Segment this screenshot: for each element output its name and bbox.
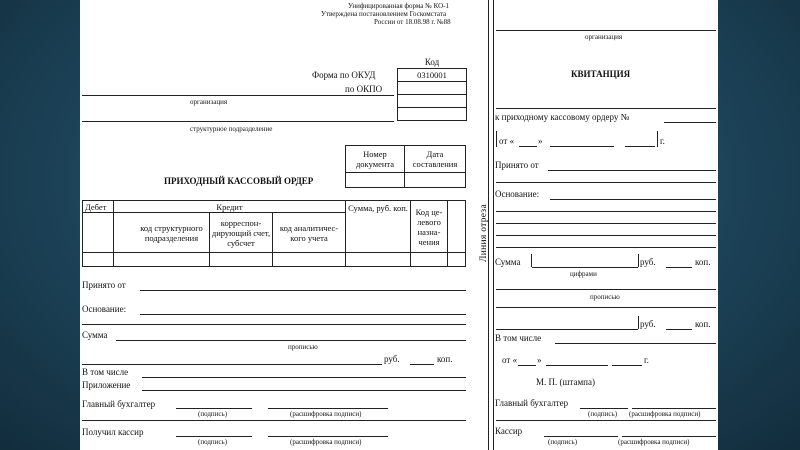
including-line[interactable]: [142, 377, 466, 378]
kod-label: Код: [424, 57, 440, 67]
receipt-including-label: В том числе: [495, 333, 542, 343]
receipt-rub2-label: руб.: [640, 319, 656, 329]
receipt-sum-digits-line[interactable]: [532, 267, 638, 268]
receipt-basis-label: Основание:: [495, 189, 540, 199]
receipt-chief-decoding-caption: (расшифровка подписи): [629, 410, 701, 418]
okpo-label: по ОКПО: [345, 84, 383, 94]
basis-label: Основание:: [82, 304, 127, 314]
receipt-kop-line[interactable]: [666, 267, 692, 268]
receipt-words-line-3[interactable]: [496, 329, 638, 330]
kop-label: коп.: [437, 354, 453, 364]
receipt-cashier-label: Кассир: [495, 426, 523, 436]
form-sheet: [80, 0, 718, 450]
col-analytic-code: код аналитичес- кого учета: [272, 212, 346, 253]
in-words-caption: прописью: [288, 343, 318, 351]
received-from-line[interactable]: [140, 290, 466, 291]
kop-line[interactable]: [410, 364, 434, 365]
row-purpose[interactable]: [410, 252, 448, 267]
chief-signature-caption: (подпись): [198, 410, 228, 418]
receipt-cashier-signature-line[interactable]: [544, 436, 618, 437]
order-title: ПРИХОДНЫЙ КАССОВЫЙ ОРДЕР: [164, 176, 314, 186]
col-sum: Сумма, руб. коп.: [345, 200, 411, 253]
receipt-sum-bracket: [531, 254, 639, 267]
receipt-cashier-decoding-line[interactable]: [622, 436, 716, 437]
doc-date-header: Дата составления: [404, 145, 466, 173]
receipt-month2-line[interactable]: [546, 365, 608, 366]
dept-line[interactable]: [82, 121, 394, 122]
doc-date-input[interactable]: [404, 172, 466, 188]
cashier-decoding-caption: (расшифровка подписи): [290, 438, 362, 446]
receipt-year-label: г.: [660, 136, 665, 146]
col-purpose-code: Код це- левого назна- чения: [410, 200, 448, 253]
row-corr-account[interactable]: [209, 252, 273, 267]
appendix-line[interactable]: [142, 390, 466, 391]
receipt-chief-signature-line[interactable]: [580, 408, 628, 409]
debit-header: Дебет: [82, 200, 114, 213]
receipt-stamp-label: М. П. (штампа): [536, 377, 595, 387]
receipt-including-line[interactable]: [555, 343, 716, 344]
cashier-decoding-line[interactable]: [268, 436, 388, 437]
receipt-received-from-line[interactable]: [548, 170, 716, 171]
receipt-rub-label: руб.: [640, 257, 656, 267]
sum-label: Сумма: [82, 330, 108, 340]
receipt-from-label: от «: [499, 136, 515, 146]
receipt-order-number-line[interactable]: [664, 122, 716, 123]
basis-line-2[interactable]: [82, 324, 466, 325]
receipt-top-line: [496, 108, 716, 109]
cashier-signature-line[interactable]: [176, 436, 252, 437]
receipt-title: КВИТАНЦИЯ: [571, 69, 631, 79]
receipt-chief-signature-caption: (подпись): [588, 410, 618, 418]
appendix-label: Приложение: [82, 380, 131, 390]
row-analytic[interactable]: [272, 252, 346, 267]
receipt-digits-caption: цифрами: [570, 270, 597, 278]
receipt-quote-close-2: »: [537, 355, 542, 365]
receipt-words-line-2[interactable]: [496, 307, 716, 308]
receipt-sum-label: Сумма: [495, 257, 521, 267]
receipt-basis-line-4[interactable]: [496, 235, 716, 236]
divider-line: [82, 420, 466, 421]
receipt-kop-label: коп.: [695, 257, 711, 267]
receipt-divider-line: [496, 420, 716, 421]
chief-decoding-line[interactable]: [268, 408, 388, 409]
form-header-line2: Утверждена постановлением Госкомстата: [321, 10, 447, 18]
receipt-chief-accountant-label: Главный бухгалтер: [495, 398, 569, 408]
rub-label: руб.: [384, 354, 400, 364]
receipt-date-bracket: [496, 131, 658, 147]
sum-line-2[interactable]: [82, 364, 382, 365]
org-line[interactable]: [82, 95, 394, 96]
receipt-words-caption: прописью: [590, 293, 620, 301]
chief-signature-line[interactable]: [176, 408, 252, 409]
receipt-org-caption: организация: [585, 33, 623, 41]
receipt-basis-line-5[interactable]: [496, 247, 716, 248]
col-dept-code: код структурного подразделения: [113, 212, 210, 253]
form-header-line1: Унифицированная форма № КО-1: [348, 2, 449, 10]
cashier-received-label: Получил кассир: [82, 427, 144, 437]
receipt-org-line[interactable]: [496, 30, 716, 31]
receipt-chief-decoding-line[interactable]: [632, 408, 716, 409]
cashier-signature-caption: (подпись): [198, 438, 228, 446]
col-corr-account: корреспон- дирующий счет, субсчет: [209, 212, 273, 253]
receipt-basis-line-2[interactable]: [496, 211, 716, 212]
sum-line[interactable]: [116, 340, 466, 341]
receipt-received-from-line-2[interactable]: [496, 182, 716, 183]
receipt-to-order-label: к приходному кассовому ордеру №: [495, 112, 630, 122]
doc-number-input[interactable]: [345, 172, 405, 188]
receipt-from2-label: от «: [502, 355, 518, 365]
cut-line-label: Линия отреза: [479, 204, 489, 262]
okpo-value[interactable]: [397, 81, 467, 95]
okud-value: 0310001: [397, 68, 467, 82]
okud-label: Форма по ОКУД: [312, 70, 376, 80]
code-cell-4[interactable]: [397, 107, 467, 121]
cut-line-inner: [493, 0, 494, 450]
receipt-cashier-signature-caption: (подпись): [548, 438, 578, 446]
receipt-basis-line[interactable]: [550, 199, 716, 200]
code-cell-3[interactable]: [397, 94, 467, 108]
receipt-received-from-label: Принято от: [495, 160, 539, 170]
receipt-kop2-line[interactable]: [666, 329, 692, 330]
receipt-words-line[interactable]: [496, 289, 716, 290]
debit-subheader: [82, 212, 114, 253]
org-caption: организация: [190, 98, 228, 106]
received-from-label: Принято от: [82, 280, 126, 290]
chief-decoding-caption: (расшифровка подписи): [290, 410, 362, 418]
including-label: В том числе: [82, 367, 129, 377]
receipt-cashier-decoding-caption: (расшифровка подписи): [618, 438, 690, 446]
receipt-words-bracket: [638, 316, 639, 329]
row-debit[interactable]: [82, 252, 114, 267]
basis-line[interactable]: [140, 314, 466, 315]
receipt-day2-line[interactable]: [518, 365, 536, 366]
row-dept-code[interactable]: [113, 252, 210, 267]
row-extra[interactable]: [447, 252, 466, 267]
credit-header: Кредит: [113, 200, 346, 213]
col-extra: [447, 200, 466, 253]
receipt-kop2-label: коп.: [695, 319, 711, 329]
form-header-line3: России от 18.08.98 г. №88: [374, 18, 451, 26]
receipt-year2-label: г.: [644, 355, 649, 365]
row-sum[interactable]: [345, 252, 411, 267]
receipt-year2-line[interactable]: [612, 365, 642, 366]
doc-number-header: Номер документа: [345, 145, 405, 173]
dept-caption: структурное подразделение: [190, 125, 273, 133]
receipt-quote-close: »: [538, 136, 543, 146]
receipt-basis-line-3[interactable]: [496, 223, 716, 224]
chief-accountant-label: Главный бухгалтер: [82, 399, 156, 409]
